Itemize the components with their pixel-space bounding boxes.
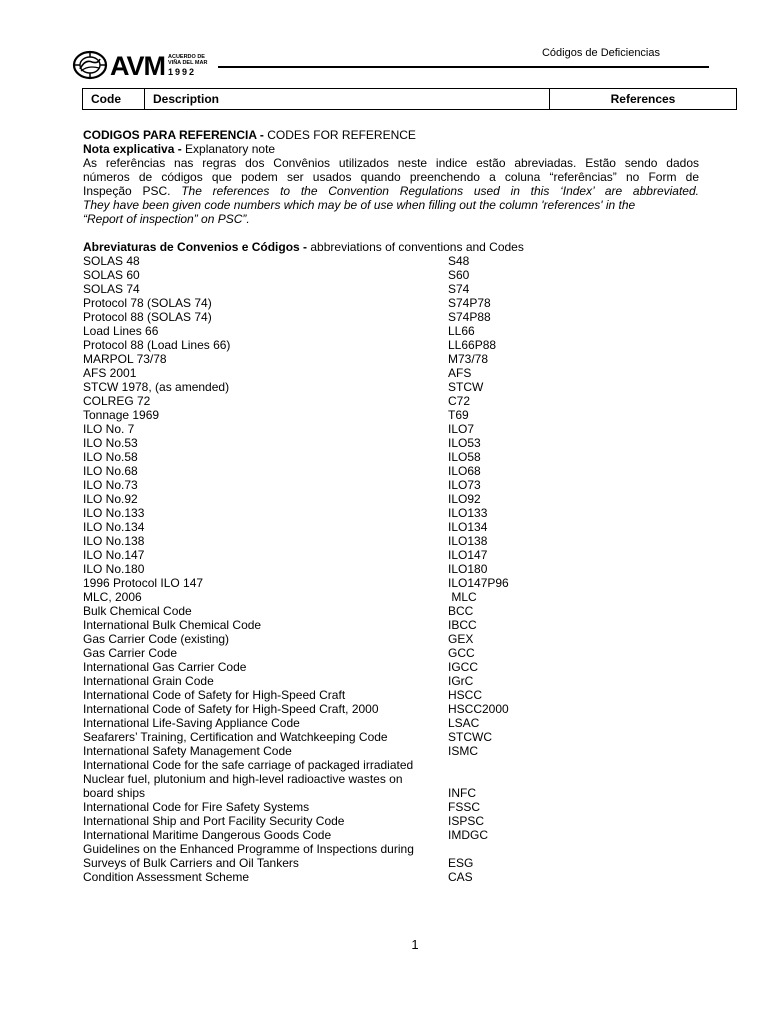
paragraph-line: They have been given code numbers which may be of use when filling out the column 'references' in the [83,198,636,212]
abbreviation-code: CAS [448,870,473,884]
abbreviation-name: ILO No.133 [83,506,145,520]
abbreviation-name: SOLAS 74 [83,282,140,296]
abbreviation-name: ILO No.138 [83,534,145,548]
abbreviation-row [83,688,699,702]
header-title: Códigos de Deficiencias [541,47,660,59]
abbreviation-code: ILO147 [448,548,488,562]
abbreviation-code: ISPSC [448,814,485,828]
abbreviation-name: International Maritime Dangerous Goods Code [83,828,332,842]
abbreviation-row [83,590,699,604]
abbreviation-code: LL66P88 [448,338,497,352]
abbreviation-code: M73/78 [448,352,489,366]
abbreviation-row [83,408,699,422]
abbreviation-row [83,338,699,352]
paragraph-line: As referências nas regras dos Convênios utilizados neste indice estão abreviadas. Estão sendo dados [83,156,699,170]
abbreviation-name: ILO No.147 [83,548,145,562]
abbreviation-row [83,828,699,842]
section-heading [83,128,699,142]
logo-text: AVM [110,51,165,81]
abbreviation-name: STCW 1978, (as amended) [83,380,230,394]
abbreviation-row [83,254,699,268]
abbreviation-row [83,506,699,520]
abbreviation-row [83,618,699,632]
abbreviation-code: FSSC [448,800,481,814]
note-bold: Nota explicativa - [83,142,182,156]
abbreviation-name: Protocol 88 (Load Lines 66) [83,338,231,352]
abbreviation-code: AFS [448,366,472,380]
avm-logo [72,50,217,82]
abbreviation-name: Protocol 78 (SOLAS 74) [83,296,212,310]
abbreviation-code: S74P78 [448,296,491,310]
abbreviation-code: INFC [448,786,476,800]
abbreviation-code: ESG [448,856,474,870]
abbreviation-name: COLREG 72 [83,394,151,408]
paragraph-line [83,184,699,198]
abbreviation-code: S60 [448,268,470,282]
abbreviation-name: ILO No.68 [83,464,138,478]
abbreviations-heading-normal: abbreviations of conventions and Codes [307,240,524,254]
abbreviation-code: ILO68 [448,464,481,478]
abbreviation-row [83,478,699,492]
abbreviation-row [83,716,699,730]
abbreviation-code: ILO133 [448,506,488,520]
abbreviation-row [83,730,699,744]
abbreviation-name: AFS 2001 [83,366,137,380]
abbreviation-row [83,674,699,688]
abbreviation-code: LL66 [448,324,475,338]
abbreviation-row [83,352,699,366]
abbreviation-name: 1996 Protocol ILO 147 [83,576,204,590]
abbreviation-name: Surveys of Bulk Carriers and Oil Tankers [83,856,299,870]
abbreviation-code: ILO7 [448,422,475,436]
abbreviation-name: International Bulk Chemical Code [83,618,262,632]
abbreviation-row [83,870,699,884]
abbreviation-name: International Life-Saving Appliance Code [83,716,300,730]
section-heading-normal: CODES FOR REFERENCE [263,128,416,142]
abbreviation-row [83,268,699,282]
abbreviation-name: Tonnage 1969 [83,408,160,422]
logo-subtitle-line2: VIÑA DEL MAR [168,60,208,66]
explanatory-note [83,142,699,156]
abbreviation-row [83,786,699,800]
abbreviation-code: IGrC [448,674,474,688]
ship-wheel-icon [72,50,108,80]
abbreviation-row [83,520,699,534]
abbreviation-row [83,660,699,674]
abbreviation-row [83,744,699,758]
abbreviation-name: ILO No.134 [83,520,145,534]
abbreviation-code [448,772,699,786]
abbreviation-row [83,296,699,310]
abbreviation-name: Protocol 88 (SOLAS 74) [83,310,212,324]
header-rule [218,66,709,68]
column-code: Code [83,89,145,109]
abbreviation-name: International Code for Fire Safety Systems [83,800,310,814]
abbreviation-name: Bulk Chemical Code [83,604,192,618]
abbreviation-row [83,772,699,786]
abbreviation-name: International Code of Safety for High-Speed Craft, 2000 [83,702,379,716]
abbreviation-name: ILO No.58 [83,450,138,464]
abbreviation-code [448,758,699,772]
abbreviation-row [83,814,699,828]
abbreviation-row [83,842,699,856]
abbreviation-name: Condition Assessment Scheme [83,870,250,884]
column-header-table [82,88,737,110]
abbreviation-name: International Code for the safe carriage of packaged irradiated [83,758,414,772]
abbreviation-row [83,380,699,394]
abbreviations-heading-bold: Abreviaturas de Convenios e Códigos - [83,240,308,254]
logo-subtitle-line1: ACUERDO DE [168,54,205,60]
abbreviation-row [83,562,699,576]
abbreviation-row [83,422,699,436]
abbreviations-list [83,254,699,884]
abbreviation-row [83,464,699,478]
abbreviation-code: LSAC [448,716,480,730]
abbreviation-name: MARPOL 73/78 [83,352,167,366]
abbreviation-code: IGCC [448,660,478,674]
abbreviation-code: ILO53 [448,436,481,450]
abbreviation-row [83,702,699,716]
abbreviation-name: ILO No.53 [83,436,138,450]
abbreviation-code: HSCC [448,688,483,702]
paragraph-line: “Report of inspection” on PSC”. [83,212,250,226]
logo-year: 1992 [168,67,197,77]
abbreviation-code: MLC [448,590,477,604]
abbreviation-code: STCW [448,380,484,394]
abbreviation-row [83,856,699,870]
abbreviation-code: S74P88 [448,310,491,324]
abbreviation-name: ILO No.180 [83,562,145,576]
abbreviation-name: ILO No. 7 [83,422,135,436]
abbreviation-row [83,576,699,590]
abbreviation-row [83,758,699,772]
abbreviation-name: Nuclear fuel, plutonium and high-level radioactive wastes on [83,772,403,786]
paragraph-line-italic: The references to the Convention Regulations used in this ‘Index’ are abbreviated. [181,184,699,198]
abbreviation-row [83,310,699,324]
abbreviation-name: ILO No.92 [83,492,138,506]
logo-subtitle [168,54,207,66]
abbreviation-name: Load Lines 66 [83,324,159,338]
abbreviation-name: International Gas Carrier Code [83,660,247,674]
abbreviation-name: SOLAS 48 [83,254,140,268]
abbreviation-row [83,436,699,450]
abbreviation-code: C72 [448,394,471,408]
abbreviation-name: International Code of Safety for High-Speed Craft [83,688,346,702]
abbreviation-row [83,604,699,618]
abbreviation-code: ISMC [448,744,478,758]
abbreviation-name: Guidelines on the Enhanced Programme of Inspections during [83,842,414,856]
abbreviation-name: SOLAS 60 [83,268,140,282]
abbreviation-code: T69 [448,408,469,422]
abbreviation-row [83,632,699,646]
note-normal: Explanatory note [181,142,276,156]
abbreviation-code: GCC [448,646,475,660]
abbreviation-code: ILO92 [448,492,481,506]
abbreviation-code [448,842,699,856]
abbreviation-row [83,394,699,408]
abbreviation-row [83,282,699,296]
column-references: References [610,92,676,106]
abbreviation-row [83,450,699,464]
abbreviation-row [83,646,699,660]
abbreviation-code: HSCC2000 [448,702,509,716]
abbreviation-row [83,534,699,548]
abbreviation-code: S74 [448,282,470,296]
abbreviation-code: ILO147P96 [448,576,509,590]
paragraph-line-normal: Inspeção PSC. [83,184,182,198]
abbreviation-code: ILO58 [448,450,481,464]
abbreviation-name: Seafarers’ Training, Certification and Watchkeeping Code [83,730,388,744]
abbreviation-code: STCWC [448,730,492,744]
abbreviation-code: IBCC [448,618,477,632]
abbreviation-row [83,492,699,506]
abbreviation-name: International Safety Management Code [83,744,292,758]
abbreviation-code: GEX [448,632,474,646]
paragraph-line: números de códigos que podem ser usados quando preenchendo a coluna “referências” no Form de [83,170,699,184]
abbreviation-name: International Grain Code [83,674,214,688]
abbreviation-name: Gas Carrier Code [83,646,178,660]
abbreviation-name: International Ship and Port Facility Security Code [83,814,345,828]
page-number: 1 [411,937,419,952]
abbreviation-name: Gas Carrier Code (existing) [83,632,230,646]
abbreviation-name: ILO No.73 [83,478,138,492]
abbreviation-row [83,548,699,562]
abbreviation-code: IMDGC [448,828,488,842]
abbreviation-row [83,800,699,814]
abbreviation-code: ILO138 [448,534,488,548]
abbreviation-row [83,366,699,380]
section-heading-bold: CODIGOS PARA REFERENCIA - [83,128,264,142]
abbreviation-name: board ships [83,786,146,800]
abbreviation-code: S48 [448,254,470,268]
abbreviation-code: BCC [448,604,474,618]
abbreviation-code: ILO180 [448,562,488,576]
abbreviation-code: ILO134 [448,520,488,534]
document-body [83,128,699,884]
abbreviation-row [83,324,699,338]
abbreviation-code: ILO73 [448,478,481,492]
column-description: Description [145,89,550,109]
abbreviation-name: MLC, 2006 [83,590,142,604]
abbreviations-heading [83,240,699,254]
